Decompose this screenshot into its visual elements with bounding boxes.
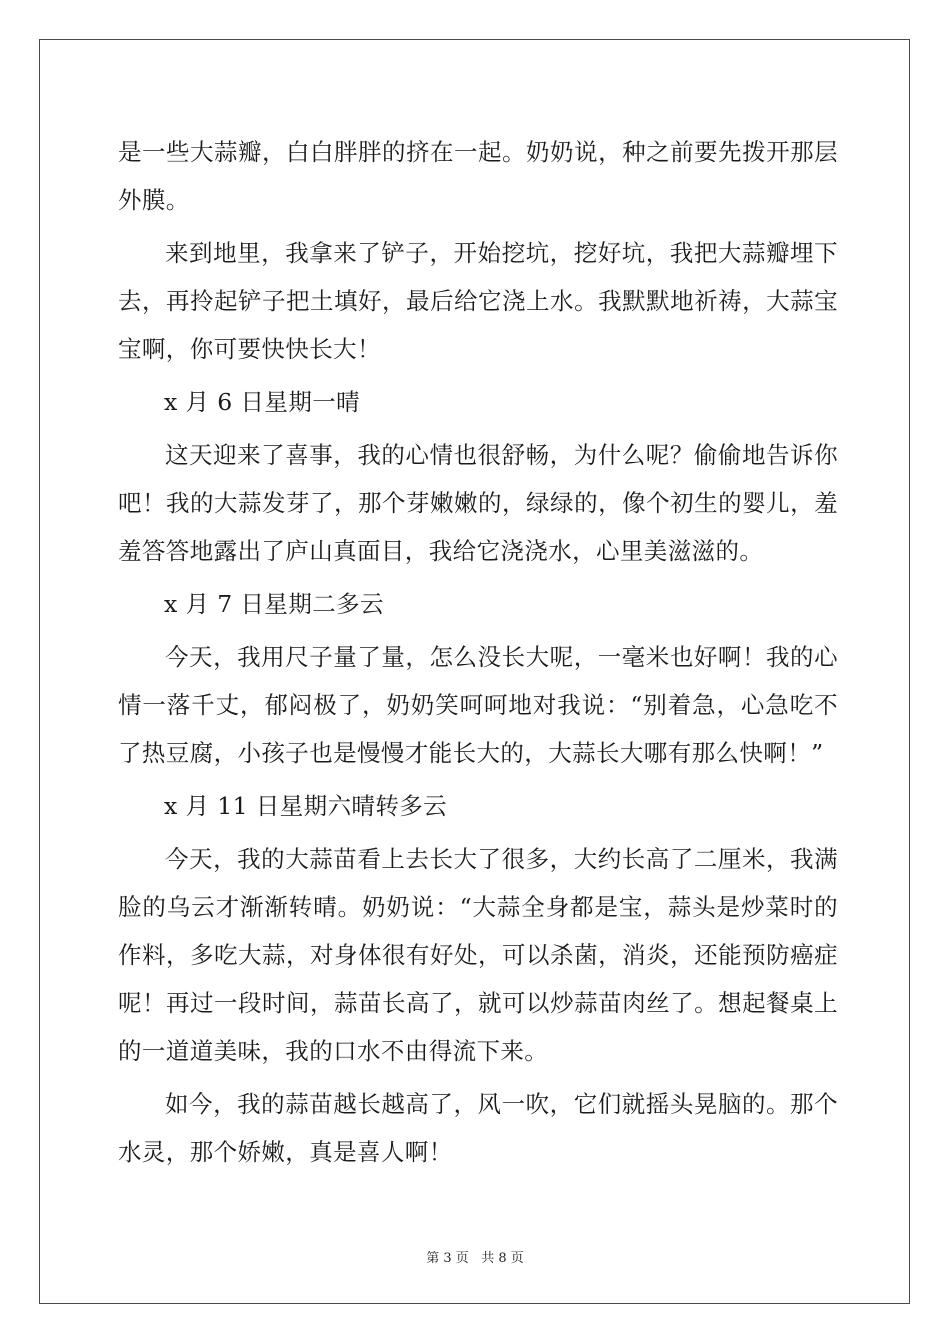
page-footer — [0, 1247, 950, 1266]
page-number: 第 3 页 — [426, 1251, 469, 1266]
diary-date-heading: x 月 7 日星期二多云 — [164, 590, 384, 618]
paragraph: 来到地里，我拿来了铲子，开始挖坑，挖好坑，我把大蒜瓣埋下去，再拎起铲子把土填好，最后给它浇上水。我默默地祈祷，大蒜宝宝啊，你可要快快长大！ — [118, 239, 838, 363]
diary-date-heading: x 月 6 日星期一晴 — [164, 388, 361, 416]
paragraph: 今天，我的大蒜苗看上去长大了很多，大约长高了二厘米，我满脸的乌云才渐渐转晴。奶奶说：“大蒜全身都是宝，蒜头是炒菜时的作料，多吃大蒜，对身体很有好处，可以杀菌，消炎，还能预防癌症呢！再过一段时间，蒜苗长高了，就可以炒蒜苗肉丝了。想起餐桌上的一道道美味，我的口水不由得流下来。 — [118, 845, 838, 1065]
diary-date-heading: x 月 11 日星期六晴转多云 — [164, 792, 448, 820]
paragraph: 这天迎来了喜事，我的心情也很舒畅，为什么呢？偷偷地告诉你吧！我的大蒜发芽了，那个芽嫩嫩的，绿绿的，像个初生的婴儿，羞羞答答地露出了庐山真面目，我给它浇浇水，心里美滋滋的。 — [118, 441, 838, 565]
paragraph: 是一些大蒜瓣，白白胖胖的挤在一起。奶奶说，种之前要先拨开那层外膜。 — [118, 138, 838, 214]
page-total: 共 8 页 — [481, 1251, 524, 1266]
document-body — [118, 128, 838, 1181]
paragraph: 今天，我用尺子量了量，怎么没长大呢，一毫米也好啊！我的心情一落千丈，郁闷极了，奶奶笑呵呵地对我说：“别着急，心急吃不了热豆腐，小孩子也是慢慢才能长大的，大蒜长大哪有那么快啊！” — [118, 643, 838, 767]
paragraph: 如今，我的蒜苗越长越高了，风一吹，它们就摇头晃脑的。那个水灵，那个娇嫩，真是喜人啊！ — [118, 1090, 838, 1166]
